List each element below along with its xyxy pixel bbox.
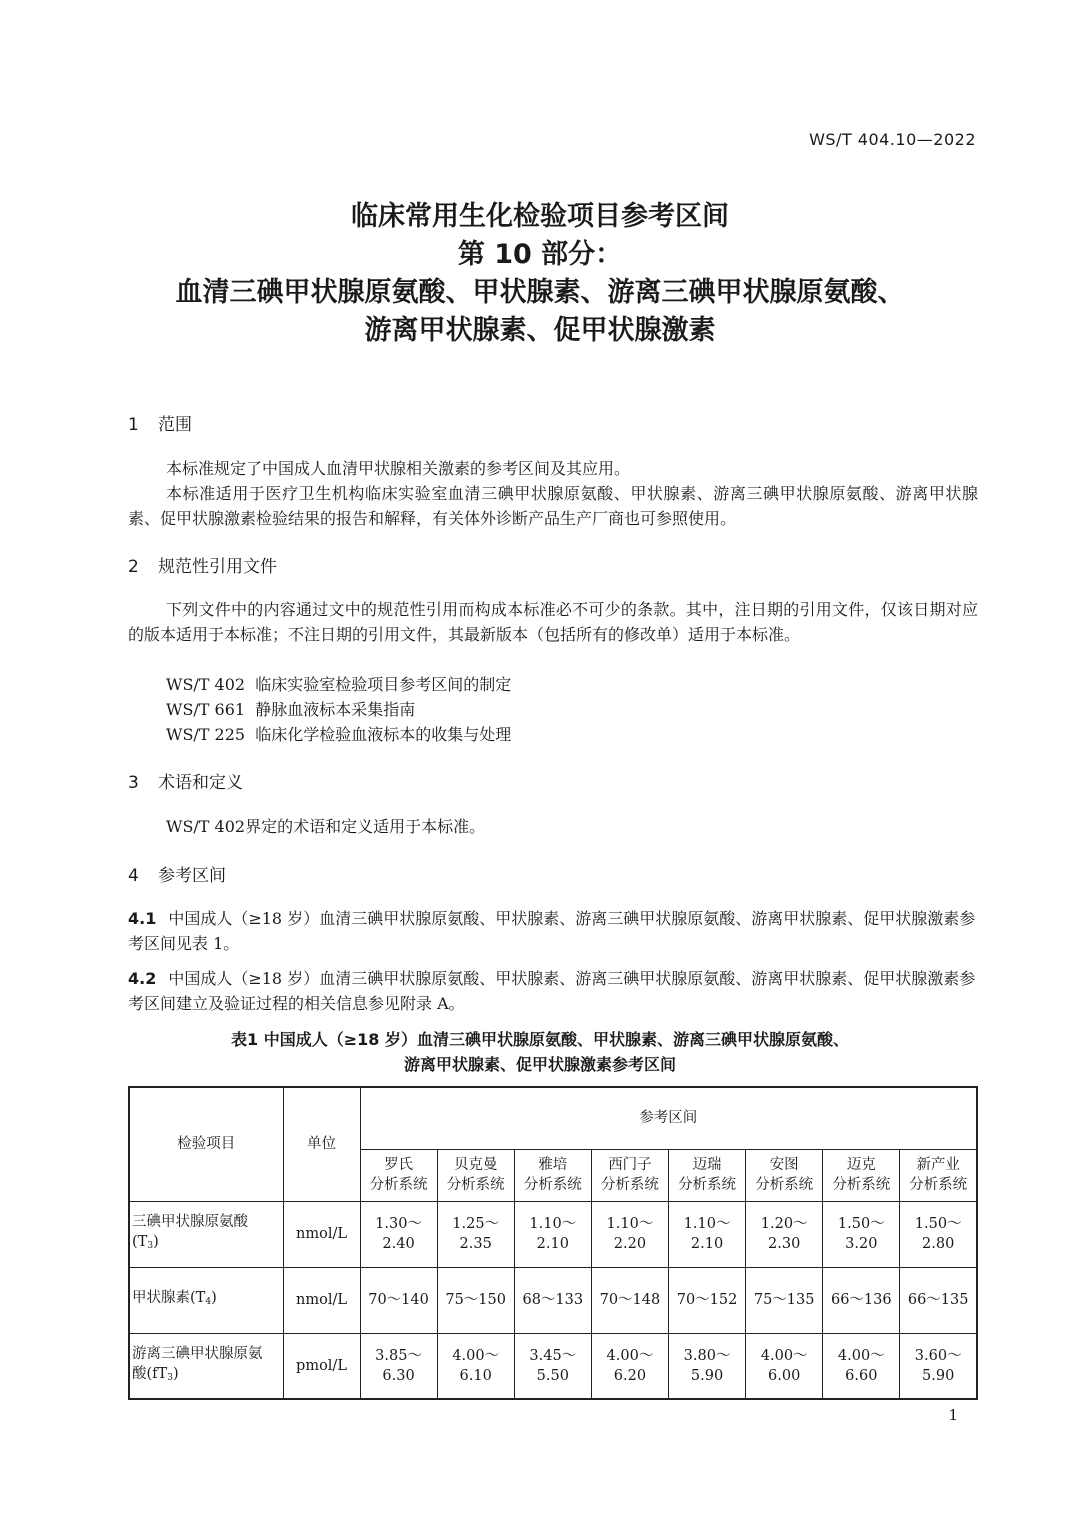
section-title: 规范性引用文件 bbox=[158, 557, 277, 577]
section-number: 1 bbox=[128, 415, 139, 435]
section-number: 4 bbox=[128, 866, 139, 886]
value-cell: 1.25～ 2.35 bbox=[437, 1201, 514, 1267]
value-cell: 68～133 bbox=[514, 1267, 591, 1333]
system-header: 新产业 分析系统 bbox=[900, 1149, 977, 1201]
value-cell: 75～150 bbox=[437, 1267, 514, 1333]
column-header-reference: 参考区间 bbox=[360, 1087, 977, 1149]
section-number: 3 bbox=[128, 773, 139, 793]
table-caption-line-1: 表1 中国成人（≥18 岁）血清三碘甲状腺原氨酸、甲状腺素、游离三碘甲状腺原氨酸、 bbox=[231, 1030, 849, 1049]
value-cell: 66～136 bbox=[823, 1267, 900, 1333]
normative-reference: WS/T 225 临床化学检验血液标本的收集与处理 bbox=[166, 725, 512, 744]
table-caption-line-2: 游离甲状腺素、促甲状腺激素参考区间 bbox=[403, 1055, 676, 1074]
item-cell: 三碘甲状腺原氨酸 $(T_3)$ bbox=[129, 1201, 283, 1267]
value-cell: 3.80～ 5.90 bbox=[669, 1333, 746, 1399]
column-header-unit: 单位 bbox=[283, 1087, 360, 1201]
section-1-paragraph-1: 本标准规定了中国成人血清甲状腺相关激素的参考区间及其应用。 bbox=[166, 459, 631, 478]
table-row bbox=[129, 1333, 977, 1399]
value-cell: 4.00～ 6.60 bbox=[823, 1333, 900, 1399]
value-cell: 1.50～ 2.80 bbox=[900, 1201, 977, 1267]
clause-4-1 bbox=[128, 906, 980, 956]
page-number: 1 bbox=[948, 1406, 958, 1424]
section-3-heading bbox=[128, 768, 243, 793]
section-1-heading bbox=[128, 410, 192, 435]
value-cell: 70～140 bbox=[360, 1267, 437, 1333]
value-cell: 1.10～ 2.10 bbox=[669, 1201, 746, 1267]
value-cell: 3.85～ 6.30 bbox=[360, 1333, 437, 1399]
item-cell: 游离三碘甲状腺原氨 酸$(fT_3)$ bbox=[129, 1333, 283, 1399]
section-1-paragraph-2: 本标准适用于医疗卫生机构临床实验室血清三碘甲状腺原氨酸、甲状腺素、游离三碘甲状腺原氨酸、游离甲状腺素、促甲状腺激素检验结果的报告和解释，有关体外诊断产品生产厂商也可参照使用。 bbox=[128, 484, 978, 528]
unit-cell: nmol/L bbox=[283, 1201, 360, 1267]
section-number: 2 bbox=[128, 557, 139, 577]
section-title: 参考区间 bbox=[158, 866, 226, 886]
section-3-paragraph-1: WS/T 402界定的术语和定义适用于本标准。 bbox=[166, 817, 486, 836]
section-title: 术语和定义 bbox=[158, 773, 243, 793]
system-header: 罗氏 分析系统 bbox=[360, 1149, 437, 1201]
system-header: 安图 分析系统 bbox=[746, 1149, 823, 1201]
value-cell: 4.00～ 6.20 bbox=[591, 1333, 668, 1399]
system-header: 贝克曼 分析系统 bbox=[437, 1149, 514, 1201]
normative-reference: WS/T 402 临床实验室检验项目参考区间的制定 bbox=[166, 675, 512, 694]
unit-cell: nmol/L bbox=[283, 1267, 360, 1333]
value-cell: 1.10～ 2.10 bbox=[514, 1201, 591, 1267]
table-row bbox=[129, 1267, 977, 1333]
section-title: 范围 bbox=[158, 415, 192, 435]
system-header: 雅培 分析系统 bbox=[514, 1149, 591, 1201]
standard-code: WS/T 404.10—2022 bbox=[809, 130, 976, 149]
section-2-heading bbox=[128, 552, 277, 577]
clause-text: 中国成人（≥18 岁）血清三碘甲状腺原氨酸、甲状腺素、游离三碘甲状腺原氨酸、游离甲状腺素、促甲状腺激素参考区间建立及验证过程的相关信息参见附录 A。 bbox=[128, 969, 976, 1013]
title-line-1: 临床常用生化检验项目参考区间 bbox=[351, 201, 729, 232]
document-title bbox=[0, 198, 1080, 350]
title-line-3: 血清三碘甲状腺原氨酸、甲状腺素、游离三碘甲状腺原氨酸、 bbox=[175, 277, 905, 308]
reference-interval-table bbox=[128, 1086, 978, 1400]
system-header: 西门子 分析系统 bbox=[591, 1149, 668, 1201]
clause-text: 中国成人（≥18 岁）血清三碘甲状腺原氨酸、甲状腺素、游离三碘甲状腺原氨酸、游离甲状腺素、促甲状腺激素参考区间见表 1。 bbox=[128, 909, 976, 953]
title-line-2: 第 10 部分： bbox=[457, 239, 623, 270]
value-cell: 4.00～ 6.10 bbox=[437, 1333, 514, 1399]
value-cell: 1.10～ 2.20 bbox=[591, 1201, 668, 1267]
clause-number: 4.2 bbox=[128, 969, 157, 988]
clause-number: 4.1 bbox=[128, 909, 157, 928]
section-2-paragraph-1: 下列文件中的内容通过文中的规范性引用而构成本标准必不可少的条款。其中，注日期的引用文件，仅该日期对应的版本适用于本标准；不注日期的引用文件，其最新版本（包括所有的修改单）适用于本标准。 bbox=[128, 600, 978, 644]
unit-cell: pmol/L bbox=[283, 1333, 360, 1399]
value-cell: 66～135 bbox=[900, 1267, 977, 1333]
table-row bbox=[129, 1201, 977, 1267]
value-cell: 70～148 bbox=[591, 1267, 668, 1333]
clause-4-2 bbox=[128, 966, 980, 1016]
title-line-4: 游离甲状腺素、促甲状腺激素 bbox=[364, 315, 716, 346]
normative-reference: WS/T 661 静脉血液标本采集指南 bbox=[166, 700, 416, 719]
value-cell: 3.45～ 5.50 bbox=[514, 1333, 591, 1399]
value-cell: 3.60～ 5.90 bbox=[900, 1333, 977, 1399]
value-cell: 4.00～ 6.00 bbox=[746, 1333, 823, 1399]
value-cell: 1.20～ 2.30 bbox=[746, 1201, 823, 1267]
section-4-heading bbox=[128, 861, 226, 886]
value-cell: 75～135 bbox=[746, 1267, 823, 1333]
table-caption bbox=[0, 1027, 1080, 1077]
value-cell: 70～152 bbox=[669, 1267, 746, 1333]
value-cell: 1.50～ 3.20 bbox=[823, 1201, 900, 1267]
column-header-item: 检验项目 bbox=[129, 1087, 283, 1201]
system-header: 迈瑞 分析系统 bbox=[669, 1149, 746, 1201]
table-header-row bbox=[129, 1087, 977, 1149]
item-cell: 甲状腺素$(T_4)$ bbox=[129, 1267, 283, 1333]
value-cell: 1.30～ 2.40 bbox=[360, 1201, 437, 1267]
system-header: 迈克 分析系统 bbox=[823, 1149, 900, 1201]
